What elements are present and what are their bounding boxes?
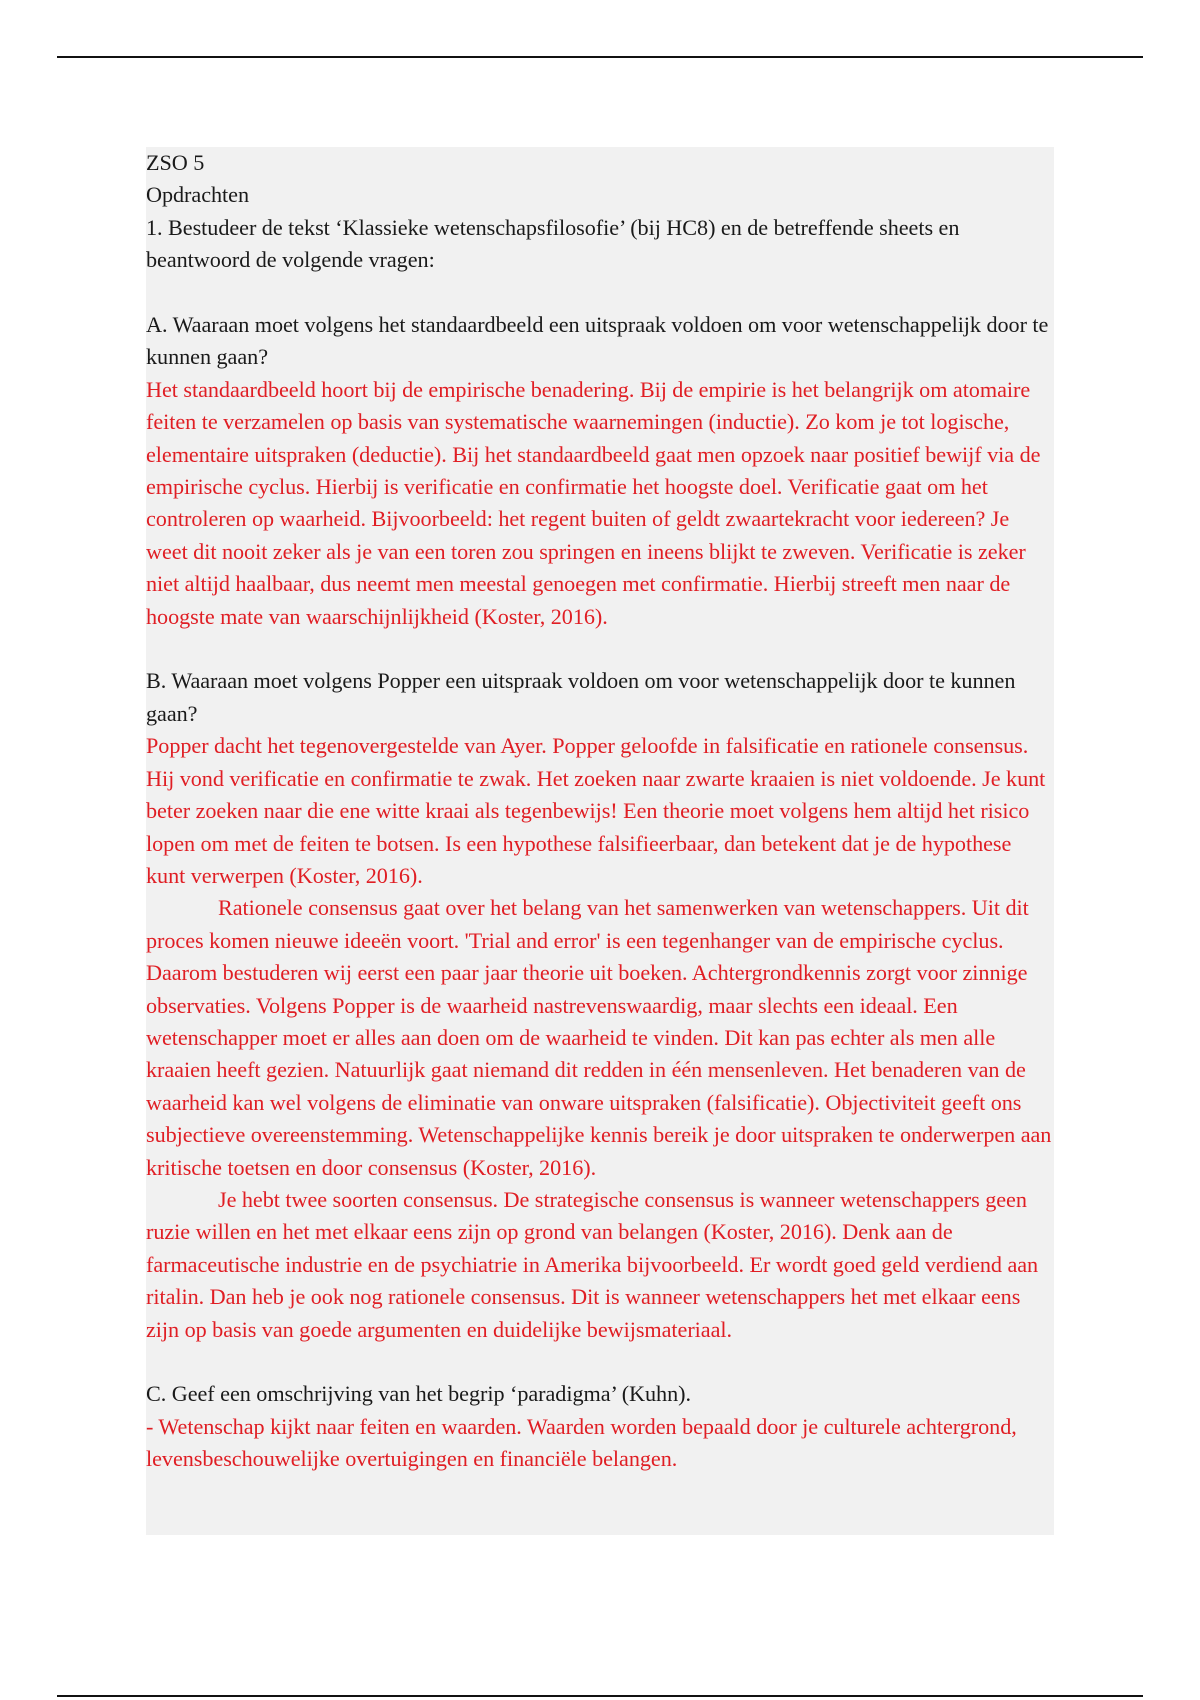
- bottom-divider: [57, 1695, 1143, 1697]
- question-c: C. Geef een omschrijving van het begrip ‘paradigma’ (Kuhn).: [146, 1381, 691, 1407]
- question-b: B. Waaraan moet volgens Popper een uitspraak voldoen om voor wetenschappelijk door te kunnen gaan?: [146, 668, 1016, 726]
- top-divider: [57, 56, 1143, 58]
- answer-c: - Wetenschap kijkt naar feiten en waarden. Waarden worden bepaald door je culturele achtergrond, levensbeschouwelijke overtuigingen en financiële belangen.: [146, 1413, 1017, 1472]
- spacer: [146, 1346, 1054, 1378]
- document-subtitle: Opdrachten: [146, 182, 249, 208]
- spacer: [146, 277, 1054, 309]
- spacer: [146, 633, 1054, 665]
- document-body: [146, 147, 1054, 1535]
- answer-b-paragraph-1: Popper dacht het tegenovergestelde van Ayer. Popper geloofde in falsificatie en rationele consensus. Hij vond verificatie en confirmatie te zwak. Het zoeken naar zwarte kraaien is niet voldoende. Je kunt beter zoeken naar die ene witte kraai als tegenbewijs! Een theorie moet volgens hem altijd het risico lopen om met de feiten te botsen. Is een hypothese falsifieerbaar, dan betekent dat je de hypothese kunt verwerpen (Koster, 2016).: [146, 733, 1046, 888]
- document-title: ZSO 5: [146, 150, 205, 175]
- question-a: A. Waaraan moet volgens het standaardbeeld een uitspraak voldoen om voor wetenschappelijk door te kunnen gaan?: [146, 312, 1049, 370]
- answer-b-paragraph-3: Je hebt twee soorten consensus. De strategische consensus is wanneer wetenschappers geen ruzie willen en het met elkaar eens zijn op grond van belangen (Koster, 2016). Denk aan de farmaceutische industrie en de psychiatrie in Amerika bijvoorbeeld. Er wordt goed geld verdiend aan ritalin. Dan heb je ook nog rationele consensus. Dit is wanneer wetenschappers het met elkaar eens zijn op basis van goede argumenten en duidelijke bewijsmateriaal.: [146, 1186, 1039, 1342]
- assignment-instruction: 1. Bestudeer de tekst ‘Klassieke wetenschapsfilosofie’ (bij HC8) en de betreffende sheets en beantwoord de volgende vragen:: [146, 214, 960, 273]
- answer-b-paragraph-2: Rationele consensus gaat over het belang van het samenwerken van wetenschappers. Uit dit proces komen nieuwe ideeën voort. 'Trial and error' is een tegenhanger van de empirische cyclus. Daarom bestuderen wij eerst een paar jaar theorie uit boeken. Achtergrondkennis zorgt voor zinnige observaties. Volgens Popper is de waarheid nastrevenswaardig, maar slechts een ideaal. Een wetenschapper moet er alles aan doen om de waarheid te vinden. Dit kan pas echter als men alle kraaien heeft gezien. Natuurlijk gaat niemand dit redden in één mensenleven. Het benaderen van de waarheid kan wel volgens de eliminatie van onware uitspraken (falsificatie). Objectiviteit geeft ons subjectieve overeenstemming. Wetenschappelijke kennis bereik je door uitspraken te onderwerpen aan kritische toetsen en door consensus (Koster, 2016).: [146, 895, 1052, 1180]
- answer-a: Het standaardbeeld hoort bij de empirische benadering. Bij de empirie is het belangrijk om atomaire feiten te verzamelen op basis van systematische waarnemingen (inductie). Zo kom je tot logische, elementaire uitspraken (deductie). Bij het standaardbeeld gaat men opzoek naar positief bewijf via de empirische cyclus. Hierbij is verificatie en confirmatie het hoogste doel. Verificatie gaat om het controleren op waarheid. Bijvoorbeeld: het regent buiten of geldt zwaartekracht voor iedereen? Je weet dit nooit zeker als je van een toren zou springen en ineens blijkt te zweven. Verificatie is zeker niet altijd haalbaar, dus neemt men meestal genoegen met confirmatie. Hierbij streeft men naar de hoogste mate van waarschijnlijkheid (Koster, 2016).: [146, 376, 1041, 629]
